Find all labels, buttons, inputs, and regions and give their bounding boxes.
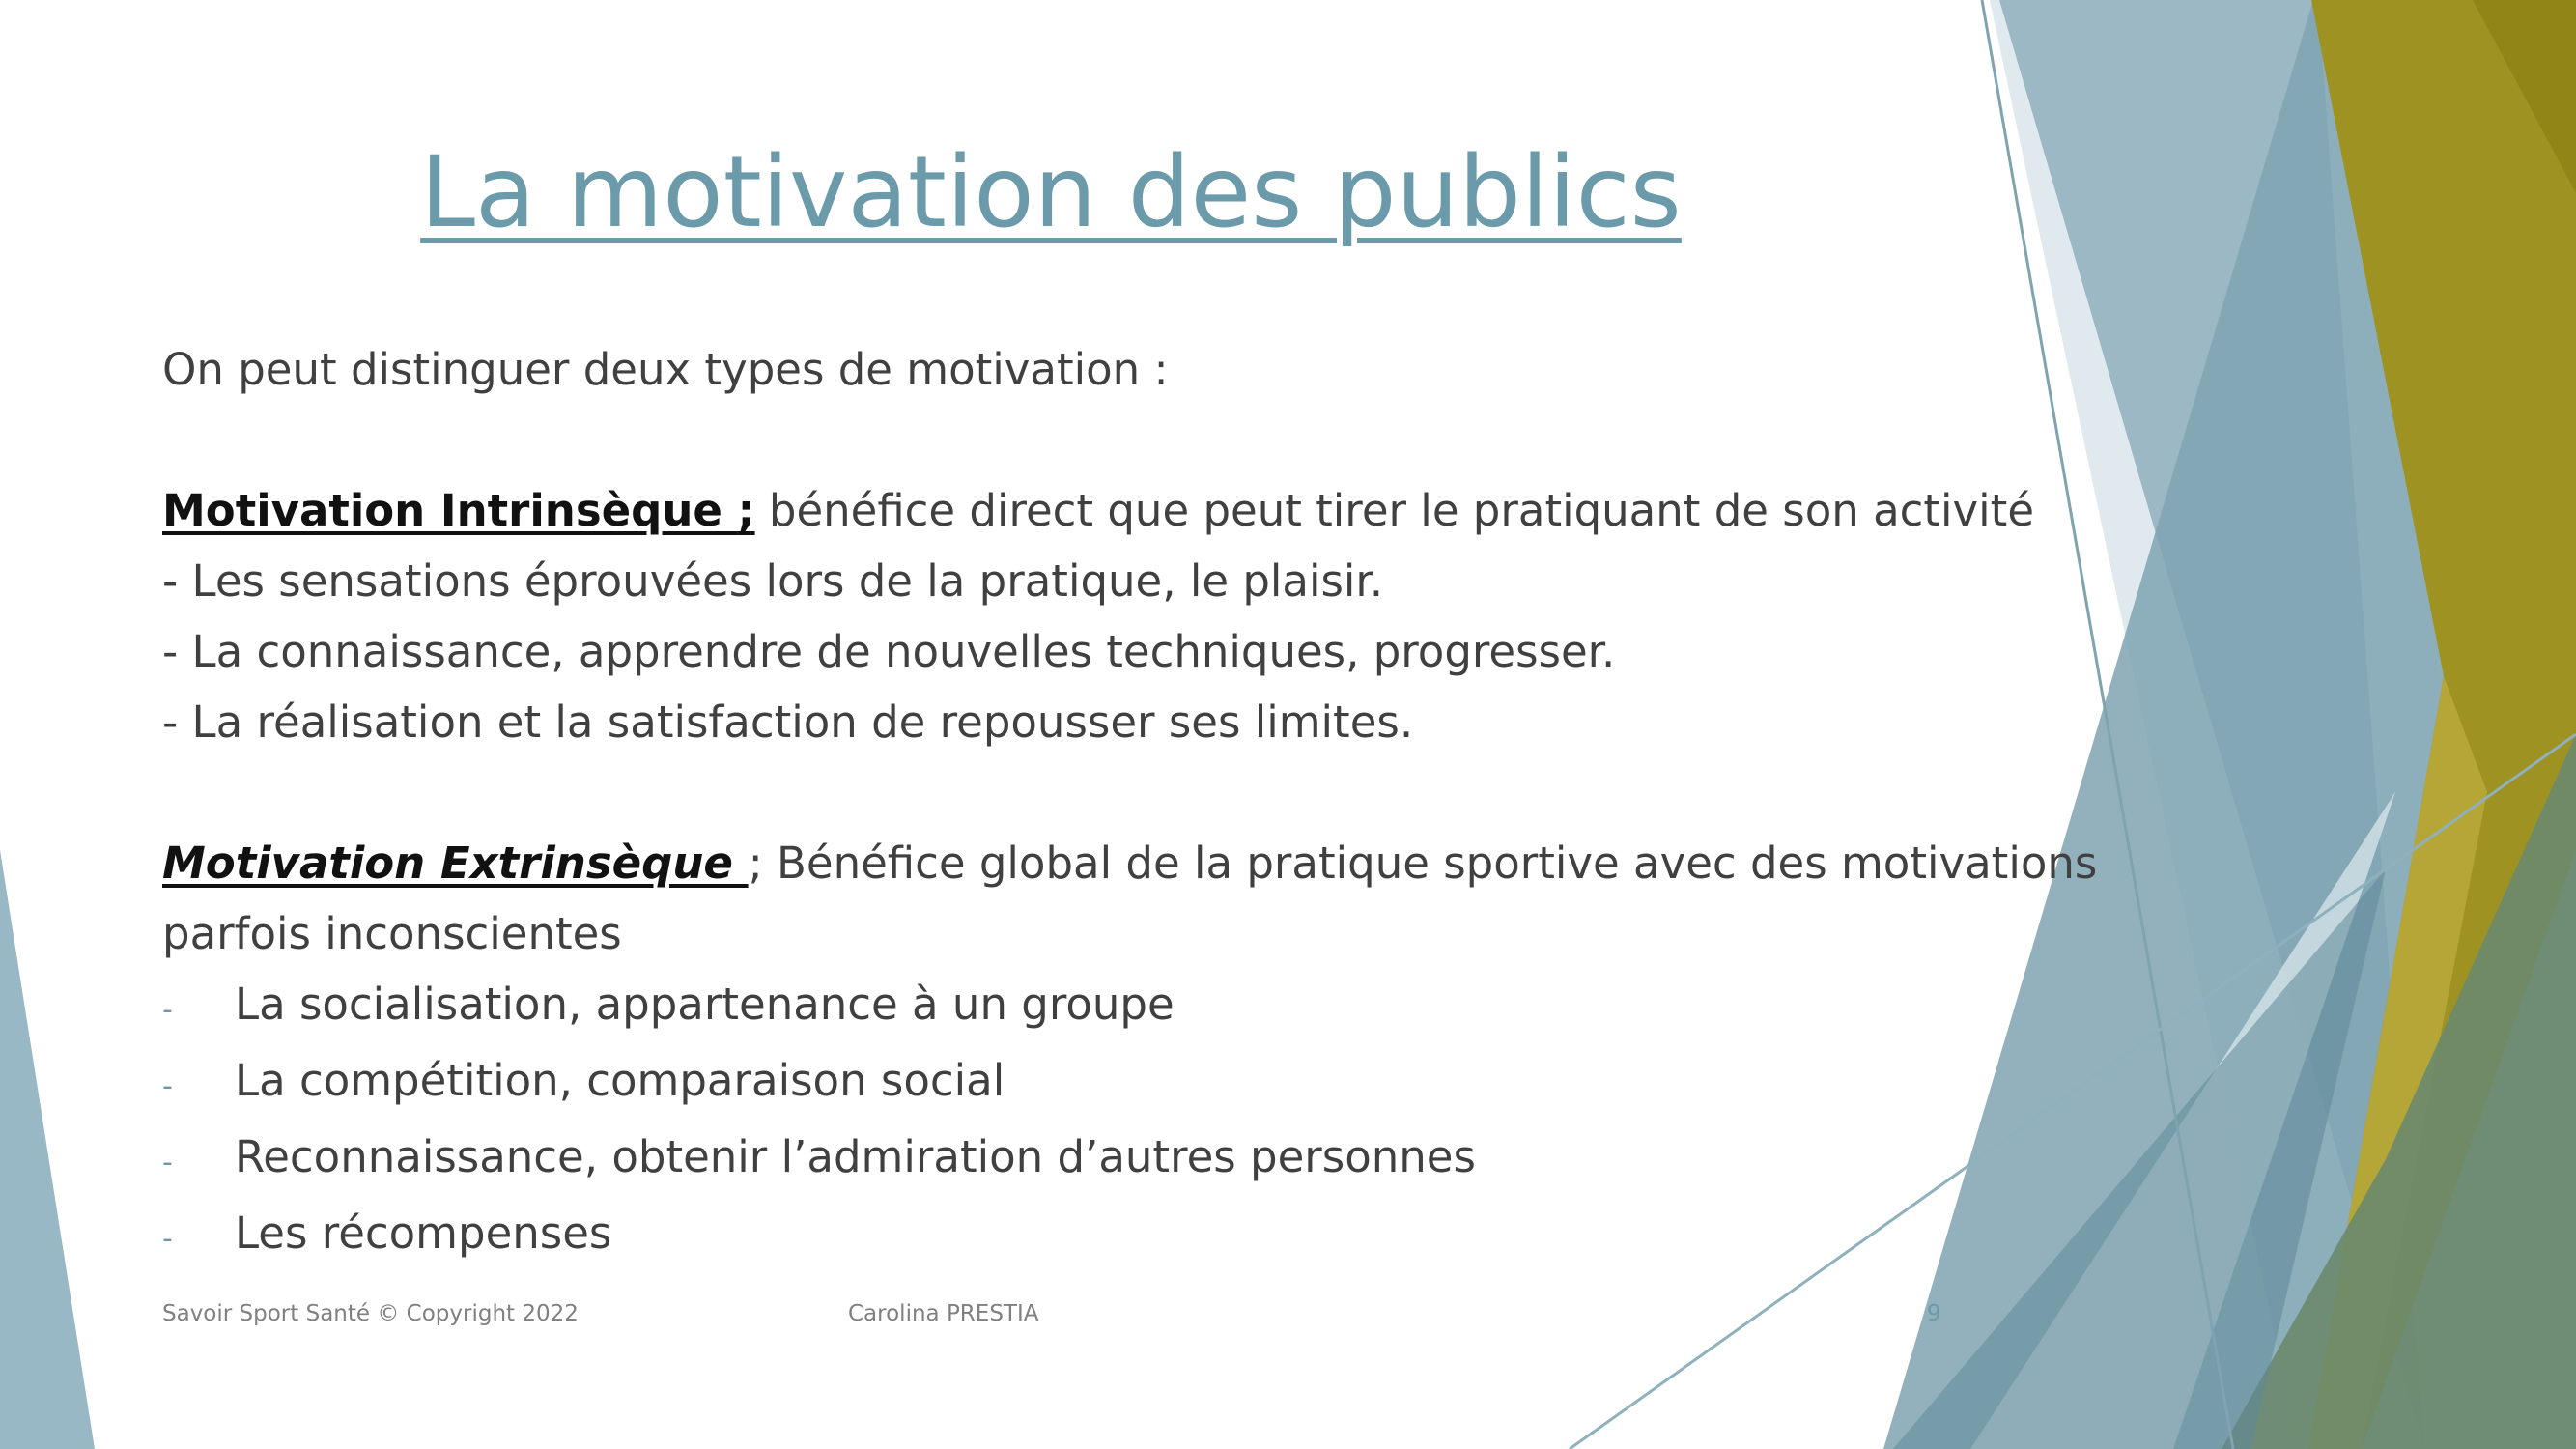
- extrinsic-label: Motivation Extrinsèque: [162, 838, 749, 889]
- slide-title: [0, 135, 2102, 250]
- bullet-dash: -: [162, 993, 173, 1027]
- extrinsic-item-text: Les récompenses: [235, 1208, 612, 1259]
- footer-copyright: Savoir Sport Santé © Copyright 2022: [162, 1301, 579, 1326]
- decor-shape-left-sliver: [0, 850, 95, 1449]
- intrinsic-label: Motivation Intrinsèque: [162, 485, 738, 536]
- intrinsic-description: bénéfice direct que peut tirer le pratiquant de son activité: [754, 485, 2035, 536]
- slide-body: [162, 334, 2098, 1274]
- intrinsic-item: - Les sensations éprouvées lors de la pratique, le plaisir.: [162, 555, 1384, 607]
- extrinsic-item: [162, 1122, 1997, 1198]
- extrinsic-item-text: La socialisation, appartenance à un groupe: [235, 979, 1175, 1030]
- extrinsic-description: ; Bénéfice global de la pratique sportive avec des motivations: [748, 838, 2098, 889]
- extrinsic-item: [162, 1045, 1997, 1122]
- footer-page-number: 9: [1927, 1301, 1941, 1326]
- bullet-dash: -: [162, 1069, 173, 1103]
- spacer: [162, 757, 1997, 828]
- slide-title-text: La motivation des publics: [420, 135, 1682, 250]
- spacer: [162, 405, 1997, 475]
- extrinsic-description-continued: parfois inconscientes: [162, 908, 622, 959]
- intrinsic-item: - La connaissance, apprendre de nouvelles techniques, progresser.: [162, 626, 1616, 677]
- extrinsic-item: [162, 969, 1997, 1045]
- extrinsic-heading-line: [162, 828, 2098, 898]
- intrinsic-separator: ;: [737, 485, 755, 536]
- bullet-dash: -: [162, 1146, 173, 1179]
- extrinsic-item-text: La compétition, comparaison social: [235, 1055, 1005, 1106]
- bullet-dash: -: [162, 1222, 173, 1256]
- extrinsic-item: [162, 1198, 1997, 1274]
- intrinsic-heading-line: [162, 475, 2035, 546]
- extrinsic-item-text: Reconnaissance, obtenir l’admiration d’autres personnes: [235, 1131, 1476, 1182]
- footer-author: Carolina PRESTIA: [848, 1301, 1039, 1326]
- intrinsic-item: - La réalisation et la satisfaction de repousser ses limites.: [162, 696, 1414, 748]
- intro-text: On peut distinguer deux types de motivation :: [162, 344, 1169, 395]
